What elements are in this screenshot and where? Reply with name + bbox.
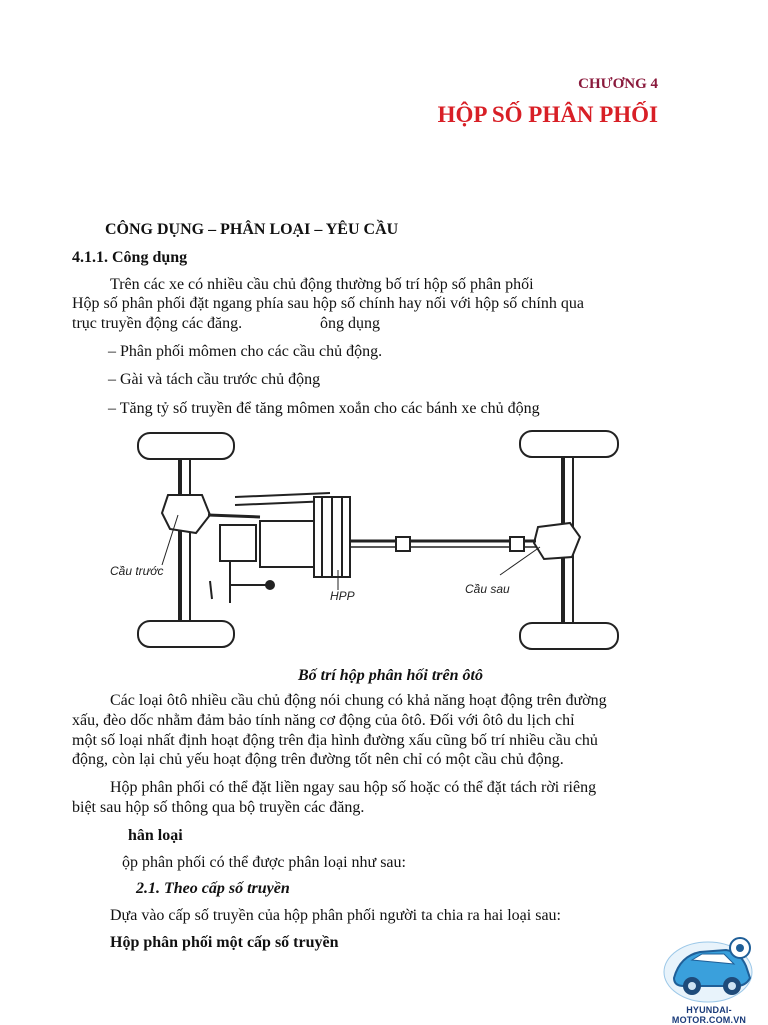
paragraph-line: biệt sau hộp số thông qua bộ truyền các đăng. — [72, 799, 365, 816]
watermark-text: HYUNDAI-MOTOR.COM.VN — [671, 1005, 747, 1025]
drivetrain-diagram — [100, 425, 660, 655]
control-unit — [220, 525, 256, 561]
paragraph-line: Trên các xe có nhiều cầu chủ động thường bố trí hộp số phân phối — [110, 276, 534, 293]
subsection-heading: 4.1.1. Công dụng — [72, 249, 188, 266]
paragraph-line: trục truyền động các đăng. — [72, 315, 243, 332]
paragraph-line: Hộp phân phối có thể đặt liền ngay sau hộp số hoặc có thể đặt tách rời riêng — [110, 779, 597, 796]
car-logo-icon — [656, 912, 760, 1020]
paragraph-line: Dựa vào cấp số truyền của hộp phân phối người ta chia ra hai loại sau: — [110, 907, 561, 924]
section-heading: CÔNG DỤNG – PHÂN LOẠI – YÊU CẦU — [105, 221, 399, 238]
label-front-axle: Cầu trước — [110, 564, 164, 578]
paragraph-line: xấu, đèo dốc nhằm đảm bảo tính năng cơ động của ôtô. Đối với ôtô du lịch chỉ — [72, 712, 575, 729]
rear-differential — [534, 523, 580, 559]
bullet-item: – Tăng tỷ số truyền để tăng mômen xoắn cho các bánh xe chủ động — [108, 400, 540, 417]
classify-heading: hân loại — [128, 827, 183, 844]
paragraph-line: Hộp số phân phối đặt ngang phía sau hộp số chính hay nối với hộp số chính qua — [72, 295, 584, 312]
label-rear-axle: Cầu sau — [465, 582, 510, 596]
front-left-wheel — [138, 433, 234, 459]
section-heading: Hộp phân phối một cấp số truyền — [110, 934, 339, 951]
subsection-heading: 2.1. Theo cấp số truyền — [136, 880, 290, 897]
front-differential — [162, 495, 210, 533]
label-transfer-box: HPP — [330, 589, 355, 603]
figure-caption: Bố trí hộp phân hối trên ôtô — [298, 667, 483, 684]
paragraph-line: Các loại ôtô nhiều cầu chủ động nói chung có khả năng hoạt động trên đường — [110, 692, 607, 709]
paragraph-fragment: ông dụng — [320, 315, 380, 332]
front-right-wheel — [138, 621, 234, 647]
chapter-number: CHƯƠNG 4 — [578, 76, 658, 92]
rear-right-wheel — [520, 623, 618, 649]
paragraph-line: ộp phân phối có thể được phân loại như sau: — [122, 854, 406, 871]
bullet-item: – Phân phối mômen cho các cầu chủ động. — [108, 343, 383, 360]
paragraph-line: một số loại nhất định hoạt động trên địa hình đường xấu cũng bố trí nhiều cầu chủ — [72, 732, 598, 749]
paragraph-line: động, còn lại chủ yếu hoạt động trên đường tốt nên chỉ có một cầu chủ động. — [72, 751, 564, 768]
bullet-item: – Gài và tách cầu trước chủ động — [108, 371, 321, 388]
chapter-title: HỘP SỐ PHÂN PHỐI — [437, 102, 658, 127]
rear-left-wheel — [520, 431, 618, 457]
